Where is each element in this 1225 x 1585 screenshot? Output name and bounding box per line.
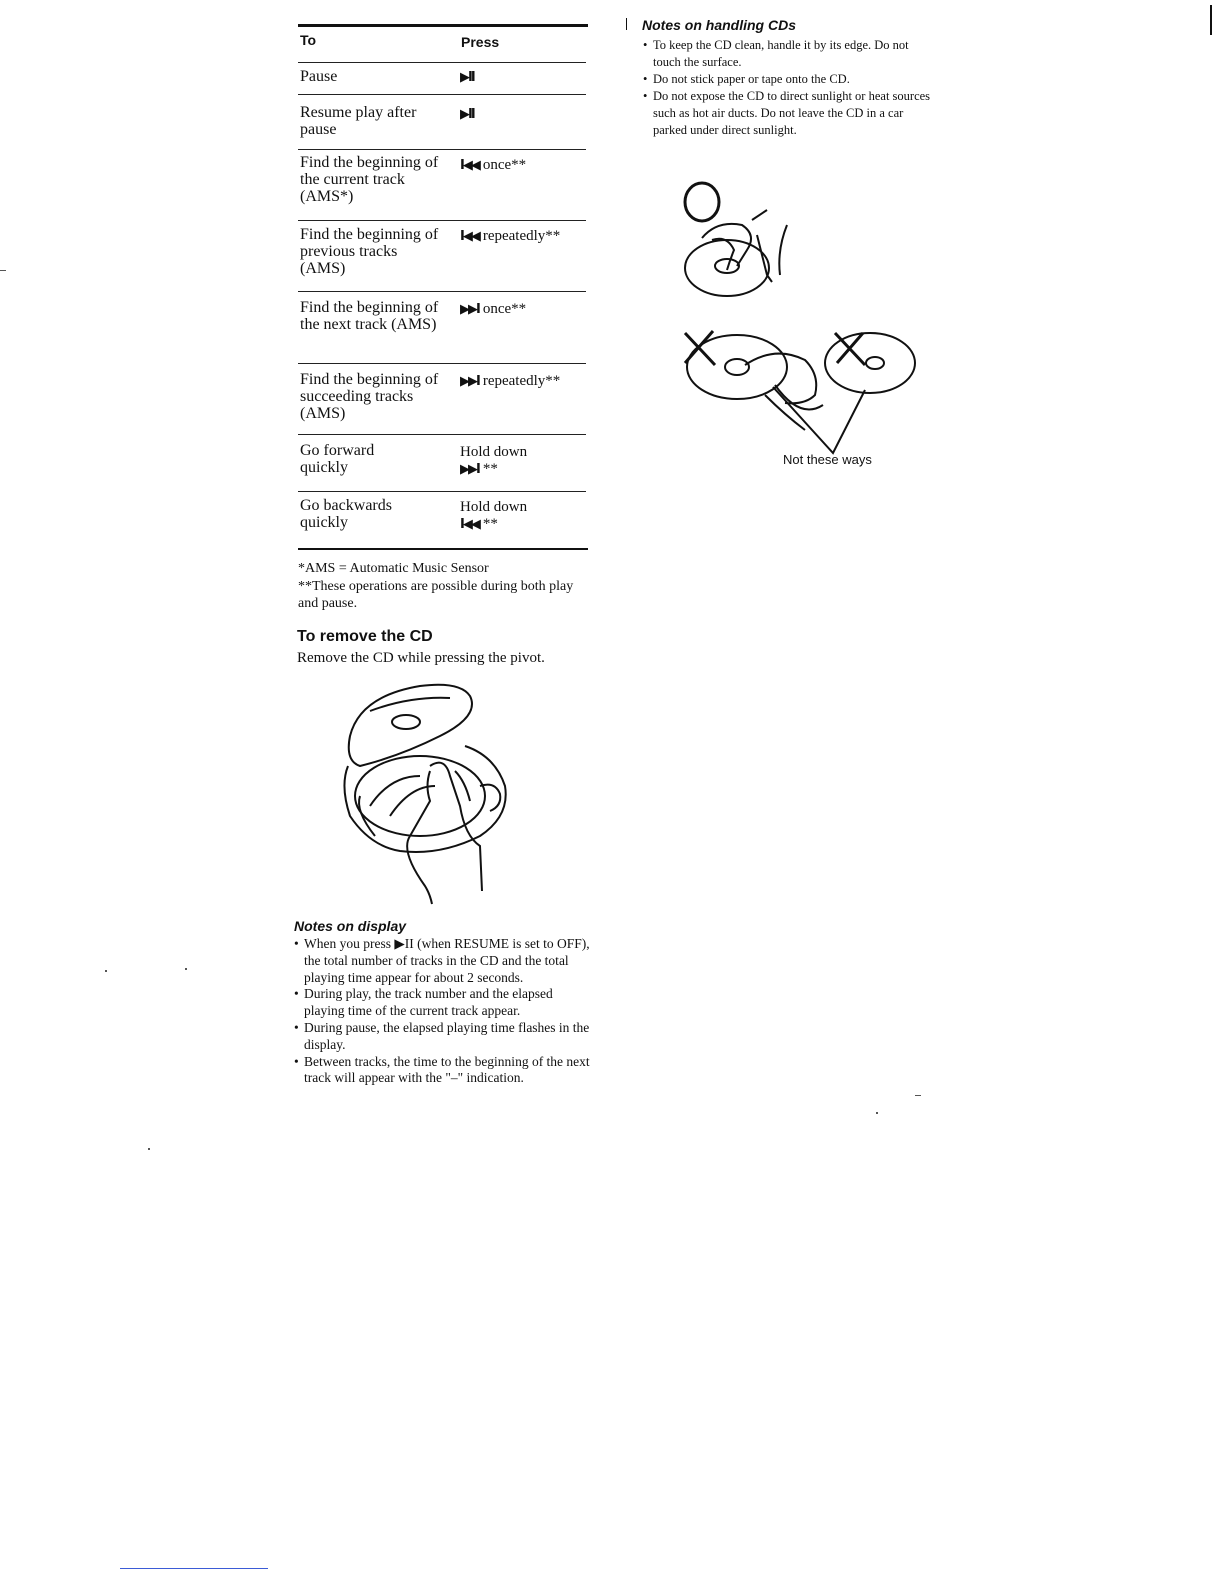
row-press: Hold down ▶▶I **	[460, 444, 528, 477]
row-action: Go forward quickly	[300, 442, 375, 476]
row-press	[460, 106, 590, 123]
scan-speck	[148, 1148, 150, 1150]
row-divider	[298, 363, 586, 364]
correct-handling-illustration	[672, 180, 802, 305]
previous-track-icon: I◀◀	[460, 229, 479, 244]
list-item: • When you press ▶II (when RESUME is set to OFF), the total number of tracks in the CD and the total playing time appear for about 2 seconds.	[294, 936, 594, 986]
row-press: I◀◀ repeatedly**	[460, 228, 561, 244]
display-notes-list	[294, 936, 594, 1087]
row-press: ▶▶I repeatedly**	[460, 373, 561, 389]
row-press: I◀◀ once**	[460, 157, 527, 173]
scan-speck	[0, 270, 6, 271]
footnote-operations: **These operations are possible during both play and pause.	[298, 579, 574, 611]
table-row	[298, 220, 588, 288]
table-row	[298, 491, 588, 547]
remove-cd-illustration	[330, 676, 530, 906]
margin-mark	[626, 18, 627, 30]
previous-track-icon: I◀◀	[460, 517, 479, 532]
list-item: • During play, the track number and the elapsed playing time of the current track appear.	[294, 986, 594, 1020]
row-press: ▶▶I once**	[460, 301, 527, 317]
table-row	[298, 363, 588, 433]
row-divider	[298, 491, 586, 492]
table-top-rule	[298, 24, 588, 27]
display-notes-heading: Notes on display	[294, 918, 407, 934]
table-row	[298, 291, 588, 359]
play-pause-icon: ▶II	[460, 107, 474, 122]
table-row	[298, 434, 588, 488]
row-divider	[298, 149, 586, 150]
list-item: • During pause, the elapsed playing time flashes in the display.	[294, 1020, 594, 1054]
next-track-icon: ▶▶I	[460, 462, 479, 477]
row-press	[460, 69, 590, 86]
scan-speck	[876, 1112, 878, 1114]
table-row	[298, 149, 588, 217]
col-press-header: Press	[461, 34, 500, 50]
previous-track-icon: I◀◀	[460, 158, 479, 173]
table-header	[298, 30, 588, 54]
next-track-icon: ▶▶I	[460, 302, 479, 317]
list-item: • To keep the CD clean, handle it by its edge. Do not touch the surface.	[643, 37, 933, 71]
row-action: Resume play after pause	[300, 104, 417, 138]
list-item: • Do not stick paper or tape onto the CD.	[643, 71, 933, 88]
table-bottom-rule	[298, 548, 588, 550]
list-item: • Between tracks, the time to the beginning of the next track will appear with the "–" indication.	[294, 1054, 594, 1088]
scan-edge-line	[120, 1568, 268, 1569]
scan-edge-mark	[1210, 5, 1212, 35]
row-action: Pause	[300, 68, 338, 85]
row-action: Find the beginning of previous tracks (AMS)	[300, 226, 439, 277]
handling-notes-list	[643, 37, 933, 139]
table-row	[298, 94, 588, 150]
scan-speck	[105, 970, 107, 972]
scan-speck	[185, 968, 187, 970]
remove-cd-text: Remove the CD while pressing the pivot.	[297, 650, 545, 666]
handling-notes-heading: Notes on handling CDs	[642, 17, 796, 33]
row-action: Go backwards quickly	[300, 497, 392, 531]
row-divider	[298, 220, 586, 221]
row-divider	[298, 94, 586, 95]
play-pause-icon: ▶II	[460, 70, 474, 85]
row-divider	[298, 434, 586, 435]
row-divider	[298, 62, 586, 63]
row-action: Find the beginning of succeeding tracks (AMS)	[300, 371, 439, 422]
row-press: Hold down I◀◀ **	[460, 499, 528, 532]
row-action: Find the beginning of the current track (AMS*)	[300, 154, 439, 205]
scan-speck	[915, 1095, 921, 1096]
footnote-ams: *AMS = Automatic Music Sensor	[298, 561, 489, 576]
remove-cd-heading: To remove the CD	[297, 628, 433, 645]
list-item: • Do not expose the CD to direct sunlight or heat sources such as hot air ducts. Do not leave the CD in a car parked under direct sunlight.	[643, 88, 933, 139]
wrong-ways-caption: Not these ways	[783, 452, 872, 467]
row-action: Find the beginning of the next track (AMS)	[300, 299, 439, 333]
next-track-icon: ▶▶I	[460, 374, 479, 389]
wrong-handling-illustration	[675, 325, 925, 455]
col-to-header: To	[300, 32, 317, 48]
row-divider	[298, 291, 586, 292]
